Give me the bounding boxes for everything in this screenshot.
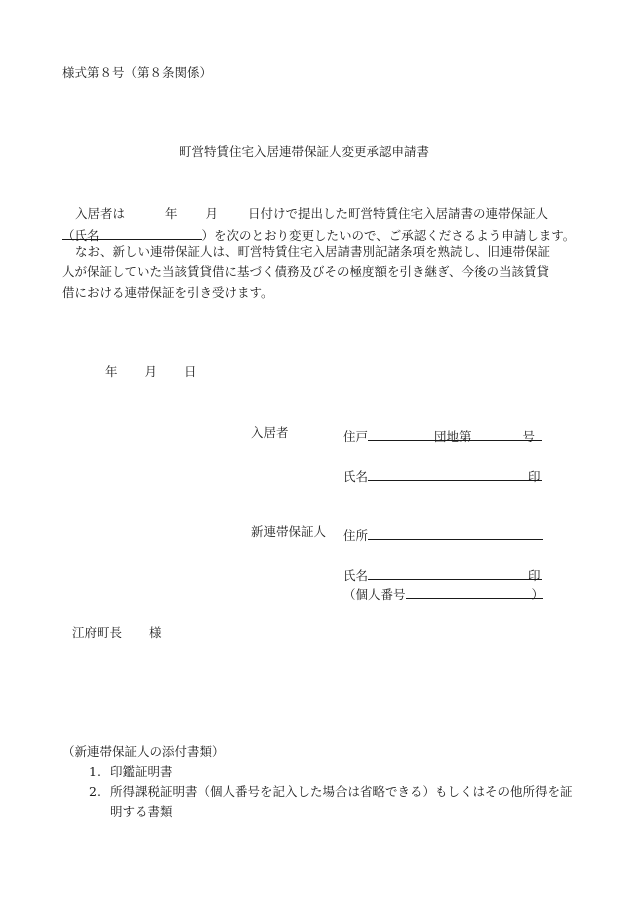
- guarantor-name-label: 氏名: [343, 568, 369, 583]
- old-guarantor-name-blank[interactable]: [100, 226, 202, 240]
- tenant-name-line: [343, 467, 541, 484]
- document-title: 町営特賃住宅入居連帯保証人変更承認申請書: [179, 144, 430, 159]
- attachment-item-1-num: 1.: [89, 764, 101, 779]
- tenant-name-label: 氏名: [343, 469, 369, 484]
- guarantor-label: 新連帯保証人: [251, 524, 327, 539]
- guarantor-name-line: [343, 566, 541, 583]
- form-number: 様式第８号（第８条関係）: [62, 65, 213, 80]
- tenant-address-line: [343, 427, 535, 444]
- year-label: 年: [165, 206, 178, 221]
- name-underline: [62, 239, 198, 240]
- individual-number-blank[interactable]: [406, 585, 532, 599]
- attachment-item-1-text: 印鑑証明書: [110, 764, 173, 779]
- body-line-2: [62, 226, 575, 243]
- body-line-3: なお、新しい連帯保証人は、町営特賃住宅入居請書別記諸条項を熟読し、旧連帯保証: [75, 244, 551, 259]
- body-line-1-tail: 日付けで提出した町営特賃住宅入居請書の連帯保証人: [248, 206, 549, 221]
- tenant-address-label: 住戸: [343, 429, 369, 444]
- date-year: 年: [105, 364, 118, 379]
- tenant-address-underline: [369, 440, 542, 441]
- guarantor-name-blank[interactable]: [368, 566, 528, 580]
- name-open: （氏名: [62, 228, 100, 243]
- tenant-address-blank[interactable]: [368, 427, 434, 441]
- guarantor-id-line: [343, 585, 544, 602]
- id-close: ）: [531, 587, 545, 602]
- body-line-4: 人が保証していた当該賃貸借に基づく債務及びその極度額を引き継ぎ、今後の当該賃貸: [62, 264, 550, 279]
- date-day: 日: [184, 364, 197, 379]
- number-label: 号: [522, 429, 536, 444]
- addressee-honorific: 様: [149, 625, 162, 640]
- complex-label: 団地第: [434, 429, 472, 444]
- lead-text: 入居者は: [75, 206, 126, 221]
- month-label: 月: [205, 206, 219, 221]
- attachment-item-2-cont: 明する書類: [110, 804, 173, 819]
- attachment-item-2-text: 所得課税証明書（個人番号を記入した場合は省略できる）もしくはその他所得を証: [110, 784, 573, 799]
- addressee: [72, 627, 162, 640]
- attachments-heading: （新連帯保証人の添付書類）: [62, 744, 225, 759]
- tenant-name-underline: [369, 480, 542, 481]
- guarantor-name-underline: [369, 579, 542, 580]
- guarantor-address-blank[interactable]: [368, 526, 542, 540]
- body-line-1: [75, 208, 548, 221]
- date-line: [105, 366, 197, 379]
- date-month: 月: [144, 364, 158, 379]
- guarantor-seal: 印: [528, 568, 541, 583]
- id-open: （個人番号: [343, 587, 406, 602]
- guarantor-address-label: 住所: [343, 528, 369, 543]
- unit-number-blank[interactable]: [472, 427, 523, 441]
- body-line-5: 借における連帯保証を引き受けます。: [62, 285, 274, 300]
- addressee-name: 江府町長: [72, 625, 123, 640]
- guarantor-address-underline: [369, 539, 543, 540]
- guarantor-address-line: [343, 526, 542, 543]
- tenant-name-blank[interactable]: [368, 467, 528, 481]
- tenant-seal: 印: [528, 469, 541, 484]
- attachment-item-2-num: 2.: [89, 784, 101, 799]
- tenant-label: 入居者: [251, 425, 289, 440]
- body-line-2-tail: ）を次のとおり変更したいので、ご承認くださるよう申請します。: [201, 228, 576, 243]
- id-underline: [410, 598, 543, 599]
